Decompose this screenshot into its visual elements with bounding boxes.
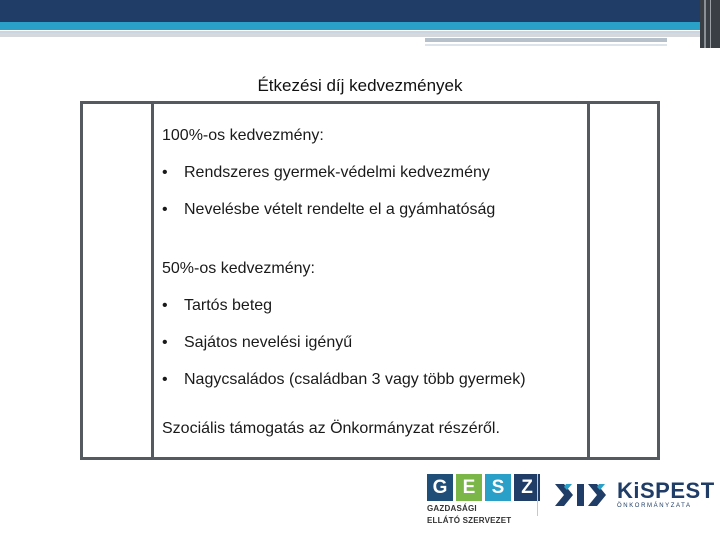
content-body bbox=[162, 126, 582, 456]
list-item bbox=[162, 200, 582, 220]
header-bar-short bbox=[425, 38, 667, 42]
kispest-name: KiSPEST bbox=[617, 478, 715, 503]
footer-note: Szociális támogatás az Önkormányzat részéről. bbox=[162, 420, 500, 437]
bullet-icon: • bbox=[162, 164, 168, 181]
list-item bbox=[162, 370, 582, 390]
gesz-subtitle-1: GAZDASÁGI bbox=[427, 504, 477, 513]
kispest-emblem-icon bbox=[555, 482, 613, 508]
header-corner-line-2 bbox=[710, 0, 711, 48]
header-corner-line bbox=[704, 0, 706, 48]
frame-divider-left bbox=[151, 101, 154, 460]
list-item bbox=[162, 163, 582, 183]
list-item-text: Nagycsaládos (családban 3 vagy több gyermek) bbox=[184, 371, 526, 388]
bullet-icon: • bbox=[162, 297, 168, 314]
page-title: Étkezési díj kedvezmények bbox=[257, 76, 463, 95]
list-item-text: Nevelésbe vételt rendelte el a gyámhatóság bbox=[184, 201, 496, 218]
gesz-subtitle-2: ELLÁTÓ SZERVEZET bbox=[427, 516, 512, 525]
kispest-subtitle: ÖNKORMÁNYZATA bbox=[617, 503, 692, 509]
gesz-letter-blocks bbox=[427, 474, 540, 501]
list-item-text: Rendszeres gyermek-védelmi kedvezmény bbox=[184, 164, 490, 181]
frame-divider-right bbox=[587, 101, 590, 460]
gesz-letter-g: G bbox=[427, 474, 453, 501]
header-bar-teal bbox=[0, 22, 700, 30]
header-bar-short-thin bbox=[425, 44, 667, 46]
section-heading-50: 50%-os kedvezmény: bbox=[162, 260, 315, 277]
gesz-letter-s: S bbox=[485, 474, 511, 501]
list-item-text: Sajátos nevelési igényű bbox=[184, 334, 353, 351]
list-item bbox=[162, 333, 582, 353]
list-item bbox=[162, 296, 582, 316]
header-bar-navy bbox=[0, 0, 700, 22]
section-heading-100: 100%-os kedvezmény: bbox=[162, 127, 324, 144]
list-item-text: Tartós beteg bbox=[184, 297, 273, 314]
gesz-letter-e: E bbox=[456, 474, 482, 501]
gesz-letter-z: Z bbox=[514, 474, 540, 501]
bullet-icon: • bbox=[162, 201, 168, 218]
logo-divider bbox=[537, 474, 538, 516]
header-bar-gray bbox=[0, 33, 700, 37]
bullet-icon: • bbox=[162, 371, 168, 388]
bullet-icon: • bbox=[162, 334, 168, 351]
kispest-logo bbox=[555, 480, 715, 510]
gesz-logo bbox=[427, 474, 540, 525]
